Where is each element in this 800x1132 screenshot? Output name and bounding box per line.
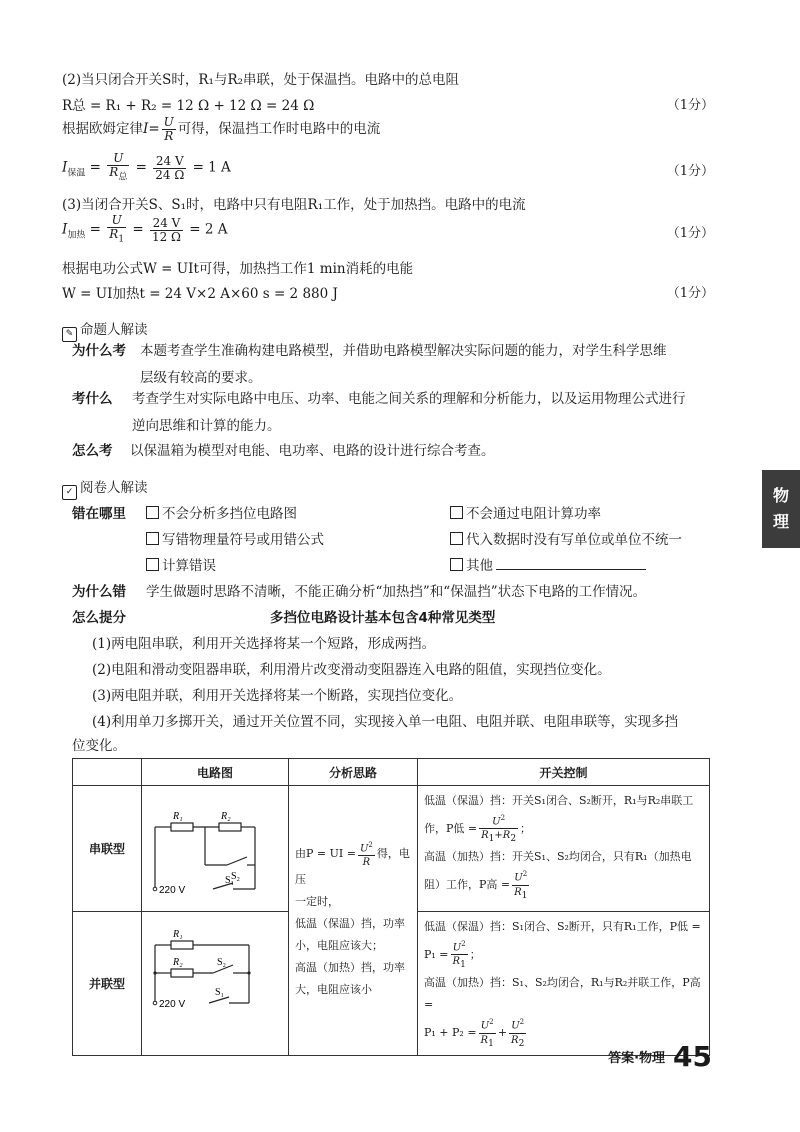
voltage-label: 220 V — [159, 885, 186, 896]
setter-why: 为什么考 本题考查学生准确构建电路模型，并借助电路模型解决实际问题的能力，对学生科学思维 层级有较高的要求。 — [72, 343, 667, 386]
checkbox[interactable] — [146, 532, 159, 545]
table-header: 分析思路 — [289, 759, 418, 786]
check-item: 不会通过电阻计算功率 — [450, 502, 601, 522]
solution-ohm-law: 根据欧姆定律I= $\frac{U}{R}$ 可得，保温挡工作时电路中的电流 — [62, 115, 381, 143]
score: （1分） — [666, 226, 714, 241]
solution-p2-intro: (2)当只闭合开关S时，R₁与R₂串联，处于保温挡。电路中的总电阻 — [62, 72, 460, 88]
s1-label: S₁ — [215, 987, 225, 998]
parallel-circuit-diagram — [142, 912, 289, 1056]
solution-p2-eq1: R总 = R₁ + R₂ = 12 Ω + 12 Ω = 24 Ω — [62, 98, 315, 114]
solution-p3-intro: (3)当闭合开关S、S₁时，电路中只有电阻R₁工作，处于加热挡。电路中的电流 — [62, 197, 526, 213]
circuit-table — [72, 758, 710, 1056]
s2-label: S₂ — [231, 871, 241, 882]
checkbox[interactable] — [146, 558, 159, 571]
side-tab-char: 物 — [772, 486, 789, 505]
grader-improve-label: 怎么提分 — [72, 610, 126, 626]
type-item: (2)电阻和滑动变阻器串联，利用滑片改变滑动变阻器连入电路的阻值，实现挡位变化。 — [92, 662, 611, 678]
solution-p2-eq2: $I_{保温}$ = $\frac{U}{R_总}$ = $\frac{24 V}{24 \Omega}$ = 1 A — [62, 151, 231, 183]
setter-heading: ✎ 命题人解读 — [62, 318, 148, 342]
checkbox[interactable] — [450, 532, 463, 545]
review-icon: ✓ — [62, 485, 77, 500]
blank-line[interactable] — [496, 557, 646, 570]
row-label: 并联型 — [73, 912, 142, 1056]
series-circuit-diagram — [142, 786, 289, 912]
solution-p3-eq2: W = UI加热t = 24 V×2 A×60 s = 2 880 J — [62, 286, 338, 302]
series-circuit-icon — [143, 787, 283, 907]
table-row — [73, 786, 710, 912]
r2-label: R₂ — [173, 957, 183, 968]
score: （1分） — [666, 164, 714, 179]
solution-p3-power: 根据电功公式W = UIt可得，加热挡工作1 min消耗的电能 — [62, 261, 414, 277]
page-footer — [608, 1040, 712, 1073]
type-item: 位变化。 — [72, 738, 126, 754]
score: （1分） — [666, 98, 714, 113]
r2-label: R₂ — [221, 811, 231, 822]
type-item: (1)两电阻串联，利用开关选择将某一个短路，形成两挡。 — [92, 636, 436, 652]
score: （1分） — [666, 286, 714, 301]
checkbox[interactable] — [450, 558, 463, 571]
type-item: (4)利用单刀多掷开关，通过开关位置不同，实现接入单一电阻、电阻并联、电阻串联等，实现多挡 — [92, 714, 679, 730]
setter-how: 怎么考 以保温箱为模型对电能、电功率、电路的设计进行综合考查。 — [72, 443, 495, 459]
switch-control-cell: 低温（保温）挡：开关S₁闭合、S₂断开，R₁与R₂串联工 作，P低 = $\frac{U^2}{R_1+R_2}$ ； 高温（加热）挡：开关S₁、S₂均闭合，只有R₁（加热电 阻）工作，P高 = $\frac{U^2}{R_1}$ — [418, 786, 710, 912]
row-label: 串联型 — [73, 786, 142, 912]
r1-label: R₁ — [173, 811, 183, 822]
check-item: 代入数据时没有写单位或单位不统一 — [450, 528, 682, 548]
check-item: 计算错误 — [146, 554, 216, 574]
switch-control-cell: 低温（保温）挡：S₁闭合、S₂断开，只有R₁工作，P低 = P₁ = $\frac{U^2}{R_1}$ ； 高温（加热）挡：S₁、S₂均闭合，R₁与R₂并联工作，P高 = P₁ + P₂ = $\frac{U^2}{R_1}$ + $\frac{U^2}{R_2}$ — [418, 912, 710, 1056]
setter-what: 考什么 考查学生对实际电路中电压、功率、电能之间关系的理解和分析能力，以及运用物理公式进行 逆向思维和计算的能力。 — [72, 391, 686, 434]
side-tab-char: 理 — [772, 512, 789, 531]
grader-why-wrong: 为什么错 学生做题时思路不清晰，不能正确分析“加热挡”和“保温挡”状态下电路的工作情况。 — [72, 584, 647, 600]
checkbox[interactable] — [450, 506, 463, 519]
parallel-circuit-icon — [143, 913, 283, 1029]
table-header-row — [73, 759, 710, 786]
checkbox[interactable] — [146, 506, 159, 519]
type-item: (3)两电阻并联，利用开关选择将某一个断路，实现挡位变化。 — [92, 688, 463, 704]
s2-label: S₂ — [217, 957, 227, 968]
note-icon: ✎ — [62, 327, 77, 342]
grader-heading: ✓ 阅卷人解读 — [62, 476, 148, 500]
subject-side-tab — [762, 470, 800, 548]
check-item: 写错物理量符号或用错公式 — [146, 528, 324, 548]
analysis-cell: 由P = UI = $\frac{U^2}{R}$ 得，电压 一定时， 低温（保温）挡，功率 小，电阻应该大； 高温（加热）挡，功率 大，电阻应该小 — [289, 786, 418, 1056]
footer-label: 答案·物理 — [608, 1051, 666, 1066]
solution-p3-eq1: $I_{加热}$ = $\frac{U}{R_1}$ = $\frac{24 V}{12 \Omega}$ = 2 A — [62, 213, 228, 245]
table-header: 开关控制 — [418, 759, 710, 786]
table-header: 电路图 — [142, 759, 289, 786]
check-item: 其他 — [450, 554, 646, 574]
voltage-label: 220 V — [159, 999, 186, 1010]
r1-label: R₁ — [173, 929, 183, 940]
grader-where-label: 错在哪里 — [72, 506, 126, 522]
s1-label: S₁ — [225, 875, 235, 886]
check-item: 不会分析多挡位电路图 — [146, 502, 297, 522]
page-number: 45 — [673, 1040, 712, 1073]
table-header — [73, 759, 142, 786]
improve-title: 多挡位电路设计基本包含4种常见类型 — [270, 610, 496, 626]
